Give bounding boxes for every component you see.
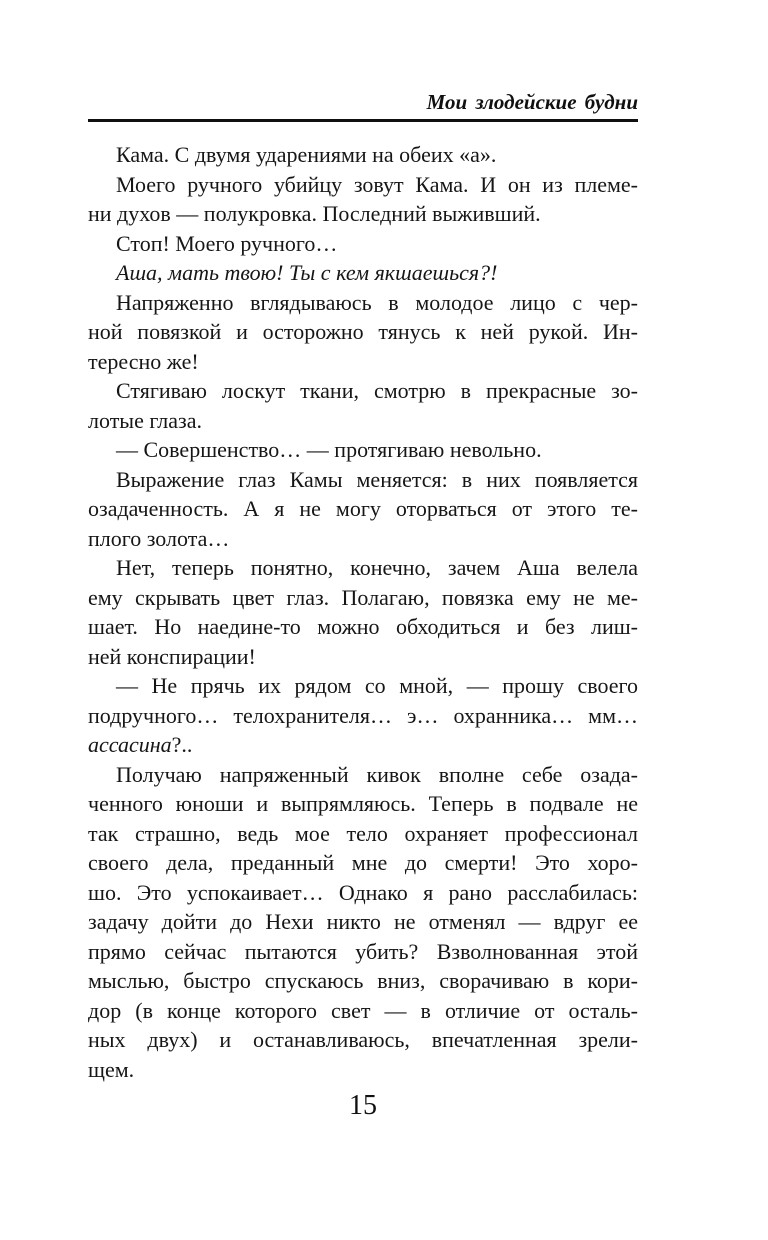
text-segment: тересно же! (88, 348, 199, 374)
text-line (88, 406, 638, 436)
text-segment: Кама. С двумя ударениями на обеих «а». (116, 142, 497, 167)
text-line (88, 701, 638, 731)
page-number: 15 (349, 1090, 377, 1121)
text-line (88, 199, 638, 229)
text-segment: шает. Но наедине-то можно обходиться и без лиш- (88, 614, 638, 639)
text-line (88, 789, 638, 819)
text-segment: Выражение глаз Камы меняется: в них появляется (116, 466, 638, 492)
text-segment: своего дела, преданный мне до смерти! Это хоро- (88, 850, 638, 875)
text-segment: щем. (88, 1056, 135, 1082)
text-line (88, 435, 638, 465)
text-segment: ней конспирации! (88, 643, 256, 669)
text-line (88, 288, 638, 318)
text-line (88, 612, 638, 642)
text-line (88, 553, 638, 583)
text-segment: — Совершенство… — протягиваю невольно. (116, 437, 542, 462)
text-segment: шо. Это успокаивает… Однако я рано расслабилась: (88, 879, 638, 905)
text-line (88, 524, 638, 554)
text-segment: ной повязкой и осторожно тянусь к ней рукой. Ин- (88, 319, 638, 344)
text-line (88, 1025, 638, 1055)
text-segment: ченного юноши и выпрямляюсь. Теперь в подвале не (88, 791, 638, 816)
running-header: Мои злодейские будни (426, 90, 638, 114)
header-rule (88, 119, 638, 122)
text-line (88, 907, 638, 937)
text-line (88, 760, 638, 790)
italic-text-segment: Аша, мать твою! Ты с кем якшаешься?! (116, 260, 498, 285)
text-line (88, 465, 638, 495)
text-line (88, 258, 638, 288)
text-line (88, 730, 638, 760)
text-segment: Напряженно вглядываюсь в молодое лицо с чер- (116, 289, 638, 315)
text-line (88, 642, 638, 672)
text-line (88, 878, 638, 908)
text-line (88, 1055, 638, 1085)
text-line (88, 937, 638, 967)
text-segment: ?.. (171, 732, 193, 757)
text-segment: Моего ручного убийцу зовут Кама. И он из племе- (116, 171, 638, 197)
text-line (88, 583, 638, 613)
text-segment: ных двух) и останавливаюсь, впечатленная зрели- (88, 1027, 638, 1052)
text-segment: лотые глаза. (88, 407, 202, 433)
text-line (88, 494, 638, 524)
text-line (88, 170, 638, 200)
text-segment: подручного… телохранителя… э… охранника… мм… (88, 702, 638, 728)
text-segment: мыслью, быстро спускаюсь вниз, сворачиваю в кори- (88, 968, 638, 993)
text-line (88, 140, 638, 170)
body-text (88, 140, 638, 1084)
text-line (88, 671, 638, 701)
text-segment: ему скрывать цвет глаз. Полагаю, повязка ему не ме- (88, 584, 638, 610)
text-line (88, 848, 638, 878)
text-line (88, 819, 638, 849)
text-segment: — Не прячь их рядом со мной, — прошу своего (116, 673, 638, 698)
text-segment: ни духов — полукровка. Последний выживший. (88, 201, 541, 226)
text-line (88, 966, 638, 996)
italic-text-segment: ассасина (88, 732, 172, 757)
text-line (88, 317, 638, 347)
text-segment: Стягиваю лоскут ткани, смотрю в прекрасные зо- (116, 378, 638, 403)
text-line (88, 229, 638, 259)
text-segment: плого золота… (88, 525, 230, 551)
text-segment: задачу дойти до Нехи никто не отменял — вдруг ее (88, 909, 638, 934)
text-segment: прямо сейчас пытаются убить? Взволнованная этой (88, 938, 638, 964)
text-segment: Стоп! Моего ручного… (116, 230, 338, 256)
text-segment: Получаю напряженный кивок вполне себе озада- (116, 761, 638, 787)
text-segment: Нет, теперь понятно, конечно, зачем Аша велела (116, 555, 638, 580)
text-segment: озадаченность. А я не могу оторваться от этого те- (88, 496, 638, 521)
text-line (88, 376, 638, 406)
text-segment: дор (в конце которого свет — в отличие от осталь- (88, 997, 638, 1023)
text-line (88, 996, 638, 1026)
text-segment: так страшно, ведь мое тело охраняет профессионал (88, 820, 638, 846)
text-line (88, 347, 638, 377)
